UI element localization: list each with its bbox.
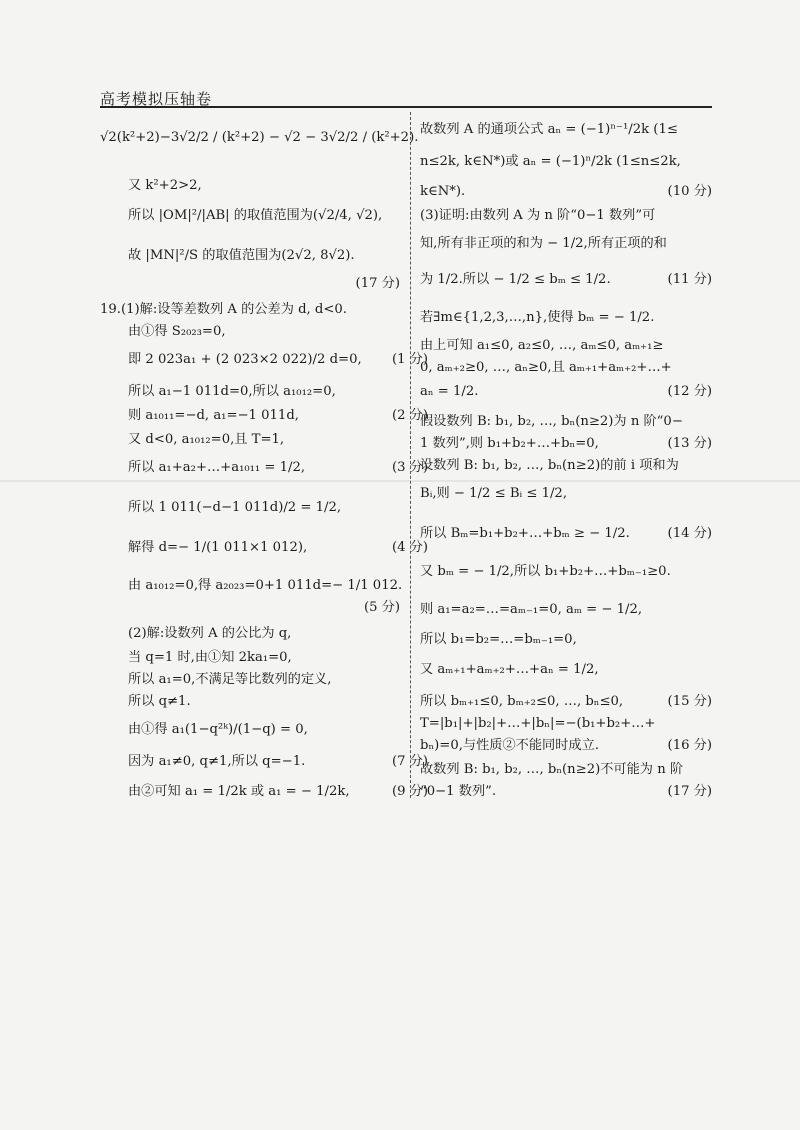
line-text: 故数列 A 的通项公式 aₙ = (−1)ⁿ⁻¹/2k (1≤ — [420, 122, 678, 137]
line-text: 由②可知 a₁ = 1/2k 或 a₁ = − 1/2k, — [128, 784, 350, 799]
right-line-5 — [420, 236, 712, 252]
left-line-1 — [100, 130, 419, 146]
line-score: (12 分) — [667, 384, 712, 399]
left-line-23 — [128, 784, 428, 800]
line-text: 由①得 a₁(1−q²ᵏ)/(1−q) = 0, — [128, 722, 308, 737]
line-score: (2 分) — [391, 408, 428, 423]
page-header: 高考模拟压轴卷 — [100, 90, 213, 108]
right-line-2 — [420, 154, 712, 170]
line-text: (2)解:设数列 A 的公比为 q, — [128, 626, 292, 641]
line-text: √2(k²+2)−3√2/2 / (k²+2) − √2 − 3√2/2 / (k²+2). — [100, 130, 419, 145]
left-line-19 — [128, 672, 428, 688]
line-text: 故 |MN|²/S 的取值范围为(2√2, 8√2). — [128, 248, 355, 263]
line-text: 则 a₁₀₁₁=−d, a₁=−1 011d, — [128, 408, 299, 423]
line-text: 由 a₁₀₁₂=0,得 a₂₀₂₃=0+1 011d=− 1/1 012. — [128, 578, 403, 593]
right-line-13 — [420, 458, 712, 474]
left-line-9 — [128, 384, 428, 400]
line-text: 由①得 S₂₀₂₃=0, — [128, 324, 226, 339]
line-text: 解得 d=− 1/(1 011×1 012), — [128, 540, 308, 555]
line-score: (16 分) — [667, 738, 712, 753]
right-line-10 — [420, 384, 712, 400]
right-line-8 — [420, 338, 712, 354]
line-text: 所以 |OM|²/|AB| 的取值范围为(√2/4, √2), — [128, 208, 383, 223]
right-line-4 — [420, 208, 712, 224]
line-score: (3 分) — [391, 460, 428, 475]
left-line-20 — [128, 694, 428, 710]
line-text: “0−1 数列”. — [420, 784, 497, 799]
line-text: 所以 1 011(−d−1 011d)/2 = 1/2, — [128, 500, 342, 515]
right-line-24 — [420, 784, 712, 800]
line-score: (5 分) — [363, 600, 400, 615]
right-line-11 — [420, 414, 712, 430]
right-line-12 — [420, 436, 712, 452]
line-score: (10 分) — [667, 184, 712, 199]
line-text: 为 1/2.所以 − 1/2 ≤ bₘ ≤ 1/2. — [420, 272, 611, 287]
line-text: 所以 a₁+a₂+…+a₁₀₁₁ = 1/2, — [128, 460, 306, 475]
right-line-6 — [420, 272, 712, 288]
line-text: 所以 Bₘ=b₁+b₂+…+bₘ ≥ − 1/2. — [420, 526, 630, 541]
line-score: (17 分) — [667, 784, 712, 799]
line-text: aₙ = 1/2. — [420, 384, 479, 399]
left-line-21 — [128, 722, 428, 738]
right-line-3 — [420, 184, 712, 200]
right-line-15 — [420, 526, 712, 542]
line-text: 故数列 B: b₁, b₂, …, bₙ(n≥2)不可能为 n 阶 — [420, 762, 684, 777]
line-text: 1 数列”,则 b₁+b₂+…+bₙ=0, — [420, 436, 599, 451]
line-text: n≤2k, k∈N*)或 aₙ = (−1)ⁿ/2k (1≤n≤2k, — [420, 154, 681, 169]
line-text: 所以 b₁=b₂=…=bₘ₋₁=0, — [420, 632, 577, 647]
left-line-11 — [128, 432, 428, 448]
header-rule — [100, 106, 712, 108]
right-line-19 — [420, 662, 712, 678]
left-line-3 — [128, 208, 428, 224]
line-text: (3)证明:由数列 A 为 n 阶“0−1 数列”可 — [420, 208, 656, 223]
line-score: (13 分) — [667, 436, 712, 451]
line-text: k∈N*). — [420, 184, 466, 199]
line-text: 又 aₘ₊₁+aₘ₊₂+…+aₙ = 1/2, — [420, 662, 599, 677]
left-line-15 — [128, 578, 428, 594]
line-text: 由上可知 a₁≤0, a₂≤0, …, aₘ≤0, aₘ₊₁≥ — [420, 338, 664, 353]
scan-band — [0, 480, 800, 482]
line-score: (17 分) — [355, 276, 400, 291]
line-text: 0, aₘ₊₂≥0, …, aₙ≥0,且 aₘ₊₁+aₘ₊₂+…+ — [420, 360, 672, 375]
line-text: 又 bₘ = − 1/2,所以 b₁+b₂+…+bₘ₋₁≥0. — [420, 564, 671, 579]
left-line-2 — [128, 178, 428, 194]
line-text: 所以 a₁=0,不满足等比数列的定义, — [128, 672, 332, 687]
line-text: 当 q=1 时,由①知 2ka₁=0, — [128, 650, 292, 665]
line-text: 设数列 B: b₁, b₂, …, bₙ(n≥2)的前 i 项和为 — [420, 458, 679, 473]
right-line-22 — [420, 738, 712, 754]
right-line-18 — [420, 632, 712, 648]
line-score: (7 分) — [391, 754, 428, 769]
line-score: (9 分) — [391, 784, 428, 799]
line-text: 所以 q≠1. — [128, 694, 191, 709]
line-text: 若∃m∈{1,2,3,…,n},使得 bₘ = − 1/2. — [420, 310, 655, 325]
line-text: 19.(1)解:设等差数列 A 的公差为 d, d<0. — [100, 302, 347, 317]
left-line-22 — [128, 754, 428, 770]
right-line-23 — [420, 762, 712, 778]
line-text: 即 2 023a₁ + (2 023×2 022)/2 d=0, — [128, 352, 362, 367]
line-text: 所以 bₘ₊₁≤0, bₘ₊₂≤0, …, bₙ≤0, — [420, 694, 624, 709]
left-line-4 — [128, 248, 428, 264]
line-score: (11 分) — [667, 272, 712, 287]
line-score: (14 分) — [667, 526, 712, 541]
line-score: (4 分) — [391, 540, 428, 555]
line-text: bₙ)=0,与性质②不能同时成立. — [420, 738, 599, 753]
right-line-7 — [420, 310, 712, 326]
left-line-12 — [128, 460, 428, 476]
line-text: 所以 a₁−1 011d=0,所以 a₁₀₁₂=0, — [128, 384, 336, 399]
line-score: (15 分) — [667, 694, 712, 709]
line-text: Bᵢ,则 − 1/2 ≤ Bᵢ ≤ 1/2, — [420, 486, 568, 501]
right-line-20 — [420, 694, 712, 710]
line-text: 假设数列 B: b₁, b₂, …, bₙ(n≥2)为 n 阶“0− — [420, 414, 683, 429]
right-line-16 — [420, 564, 712, 580]
line-text: 又 d<0, a₁₀₁₂=0,且 T=1, — [128, 432, 285, 447]
left-line-13 — [128, 500, 428, 516]
right-line-1 — [420, 122, 712, 138]
left-line-6 — [100, 302, 400, 318]
left-line-8 — [128, 352, 428, 368]
left-line-14 — [128, 540, 428, 556]
line-text: 因为 a₁≠0, q≠1,所以 q=−1. — [128, 754, 306, 769]
line-text: T=|b₁|+|b₂|+…+|bₙ|=−(b₁+b₂+…+ — [420, 716, 656, 731]
left-line-10 — [128, 408, 428, 424]
right-line-17 — [420, 602, 712, 618]
line-text: 则 a₁=a₂=…=aₘ₋₁=0, aₘ = − 1/2, — [420, 602, 643, 617]
line-score: (1 分) — [391, 352, 428, 367]
right-line-14 — [420, 486, 712, 502]
right-line-9 — [420, 360, 712, 376]
line-text: 又 k²+2>2, — [128, 178, 202, 193]
left-line-7 — [128, 324, 428, 340]
left-line-17 — [128, 626, 428, 642]
right-line-21 — [420, 716, 712, 732]
left-line-18 — [128, 650, 428, 666]
line-text: 知,所有非正项的和为 − 1/2,所有正项的和 — [420, 236, 667, 251]
